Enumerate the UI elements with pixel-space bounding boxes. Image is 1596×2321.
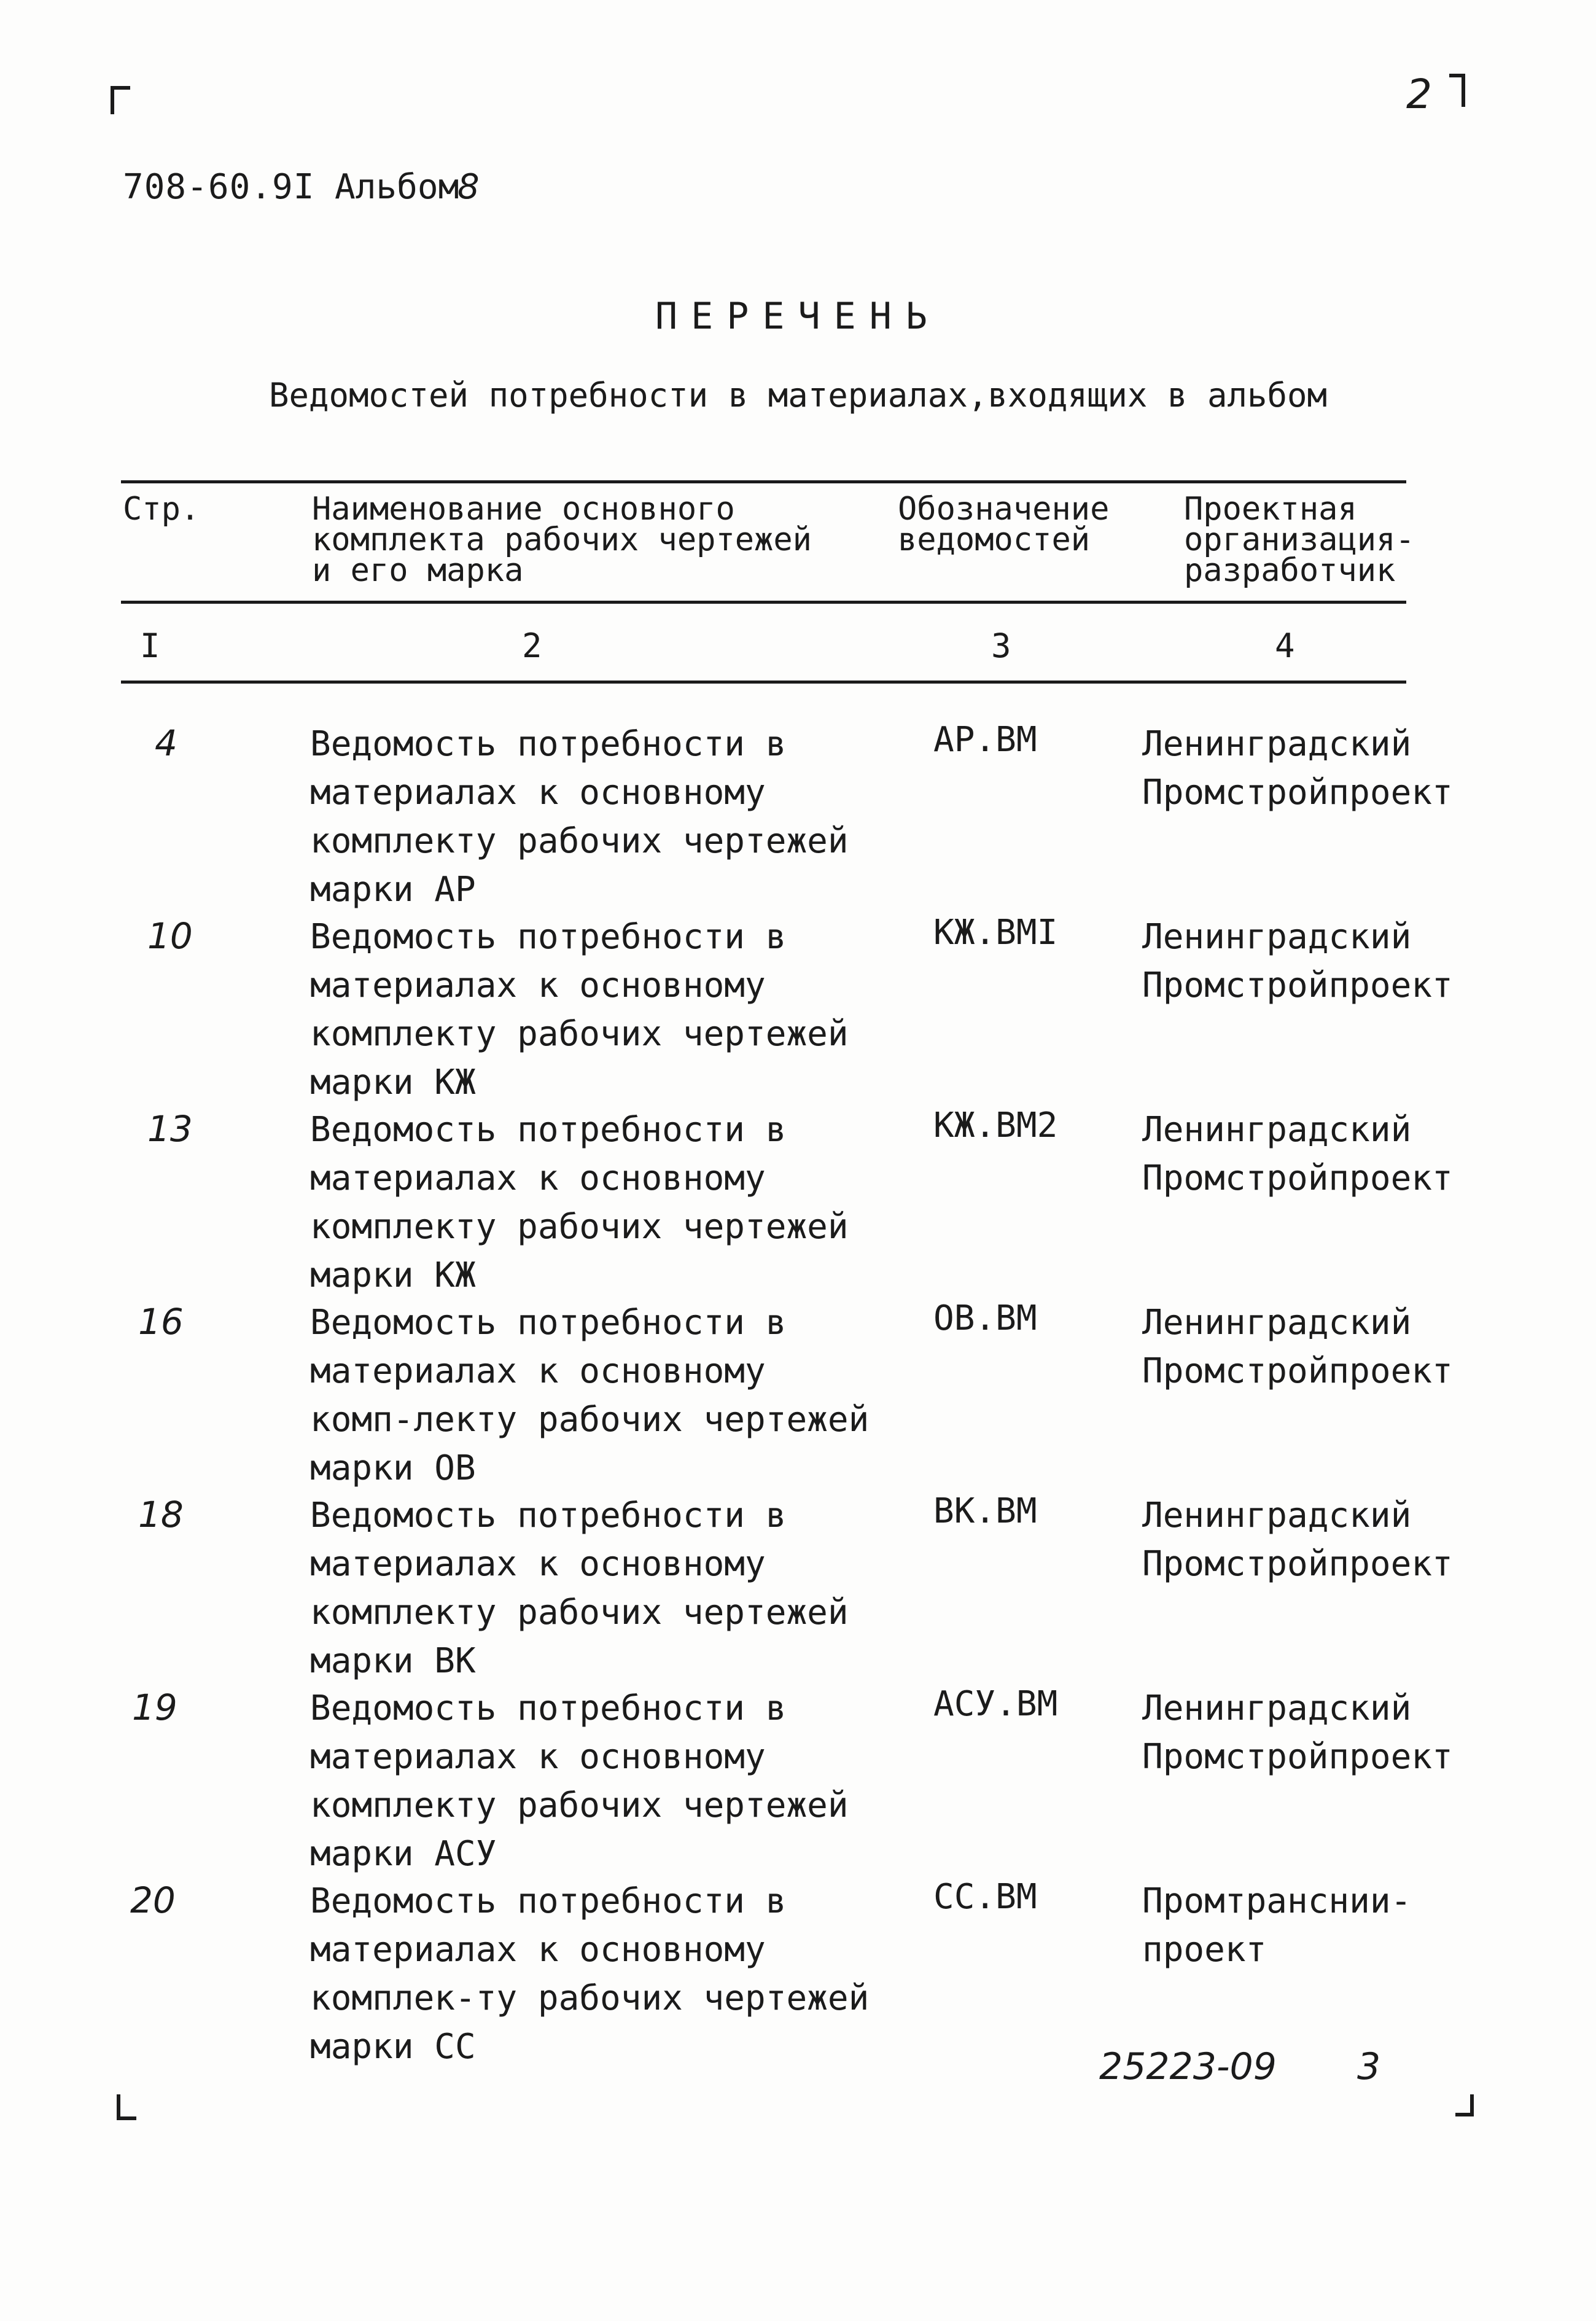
row-organization: Ленинградский Промстройпроект xyxy=(1142,724,1453,813)
corner-mark-bottom-left xyxy=(117,2094,136,2120)
row-page-number: 19 xyxy=(132,1687,177,1728)
corner-mark-bottom-right xyxy=(1455,2094,1474,2116)
album-label: Альбом xyxy=(335,167,459,207)
row-code: АСУ.ВМ xyxy=(933,1684,1058,1724)
row-code: ОВ.ВМ xyxy=(933,1298,1037,1338)
column-header-designation: Обозначение ведомостей xyxy=(898,491,1110,558)
column-number-4: 4 xyxy=(1275,626,1295,665)
page-subtitle: Ведомостей потребности в материалах,входящих в альбом xyxy=(268,376,1328,415)
page-title: ПЕРЕЧЕНЬ xyxy=(655,295,941,338)
row-page-number: 4 xyxy=(155,722,177,764)
row-description: Ведомость потребности в материалах к основному комплекту рабочих чертежей марки КЖ xyxy=(310,917,849,1102)
row-code: СС.ВМ xyxy=(933,1877,1037,1917)
row-organization: Промтранснии-проект xyxy=(1142,1881,1412,1970)
row-description: Ведомость потребности в материалах к основному комплекту рабочих чертежей марки АР xyxy=(310,724,849,910)
row-organization: Ленинградский Промстройпроект xyxy=(1142,1110,1453,1198)
corner-mark-top-right xyxy=(1449,74,1465,107)
row-description: Ведомость потребности в материалах к основному комплекту рабочих чертежей марки АСУ xyxy=(310,1688,849,1874)
row-code: ВК.ВМ xyxy=(933,1491,1037,1531)
column-header-name: Наименование основного комплекта рабочих чертежей и его марка xyxy=(312,491,812,589)
row-code: КЖ.ВМ2 xyxy=(933,1106,1058,1145)
column-header-organization: Проектная организация-разработчик xyxy=(1184,491,1415,589)
row-code: КЖ.ВМI xyxy=(933,913,1058,953)
table-header-rule xyxy=(121,601,1406,604)
column-header-page: Стр. xyxy=(123,491,200,528)
row-organization: Ленинградский Промстройпроект xyxy=(1142,1496,1453,1584)
row-organization: Ленинградский Промстройпроект xyxy=(1142,917,1453,1005)
row-organization: Ленинградский Промстройпроект xyxy=(1142,1688,1453,1777)
row-description: Ведомость потребности в материалах к основному комплекту рабочих чертежей марки КЖ xyxy=(310,1110,849,1295)
album-number: 8 xyxy=(457,167,480,207)
column-number-2: 2 xyxy=(522,626,542,665)
table-top-rule xyxy=(121,480,1406,483)
row-description: Ведомость потребности в материалах к основному комплекту рабочих чертежей марки ВК xyxy=(310,1496,849,1681)
column-number-3: 3 xyxy=(991,626,1011,665)
row-page-number: 16 xyxy=(138,1301,184,1343)
table-number-rule xyxy=(121,681,1406,684)
footer-document-number: 25223-09 xyxy=(1099,2045,1277,2088)
row-code: АР.ВМ xyxy=(933,720,1037,760)
row-page-number: 10 xyxy=(147,915,193,957)
row-page-number: 13 xyxy=(147,1108,193,1150)
footer-sheet-number: 3 xyxy=(1357,2045,1381,2088)
column-number-1: I xyxy=(140,626,160,665)
corner-mark-top-left xyxy=(111,86,130,114)
sheet-number: 2 xyxy=(1406,71,1432,118)
row-page-number: 18 xyxy=(138,1494,184,1535)
document-code: 708-60.9I xyxy=(123,167,315,207)
row-description: Ведомость потребности в материалах к основному комплек-ту рабочих чертежей марки СС xyxy=(310,1881,870,2067)
row-page-number: 20 xyxy=(130,1879,176,1921)
row-description: Ведомость потребности в материалах к основному комп-лекту рабочих чертежей марки ОВ xyxy=(310,1303,870,1488)
row-organization: Ленинградский Промстройпроект xyxy=(1142,1303,1453,1391)
